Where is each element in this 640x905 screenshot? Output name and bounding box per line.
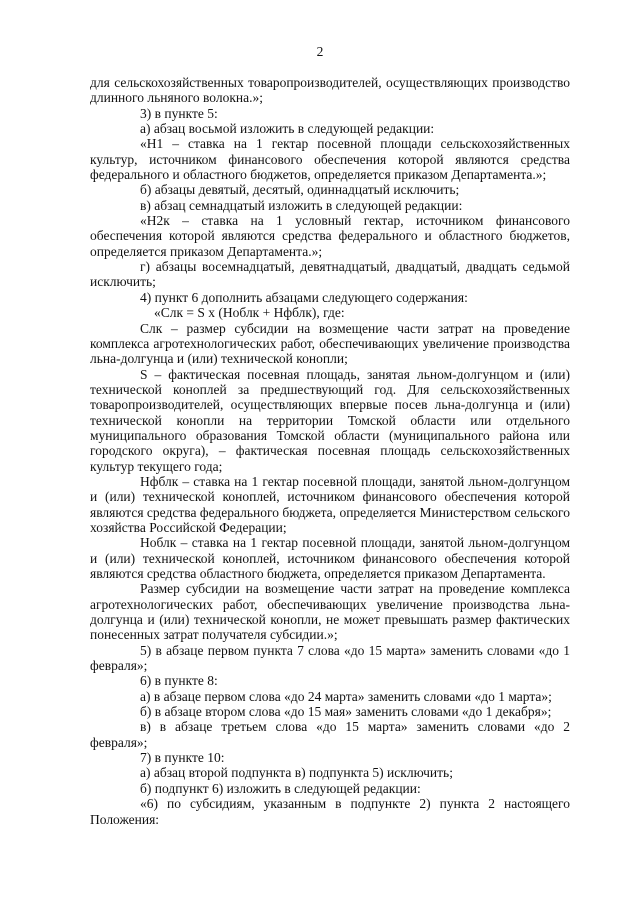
paragraph: 6) в пункте 8: — [140, 673, 218, 689]
page-number: 2 — [316, 44, 324, 59]
paragraph: Размер субсидии на возмещение части затрат на проведение комплекса агротехнологических работ, обеспечивающих увеличение производства льна-долгунца и (или) технической конопли, не может превышать размер фактических понесенных затрат получателя субсидии.»; — [90, 581, 570, 643]
paragraph: «Н1 – ставка на 1 гектар посевной площади сельскохозяйственных культур, источником финансового обеспечения которой являются средства федерального и областного бюджетов, определяется приказом Департамента.»; — [90, 136, 570, 183]
paragraph: S – фактическая посевная площадь, занятая льном-долгунцом и (или) технической коноплей за предшествующий год. Для сельскохозяйственных товаропроизводителей, осуществляющих впервые посев льна-долгунца и (или) технической конопли на территории Томской области или отдельного муниципального образования Томской области (муниципального района или городского округа), – фактическая посевная площадь сельскохозяйственных культур текущего года; — [90, 366, 570, 474]
paragraph: г) абзацы восемнадцатый, девятнадцатый, двадцатый, двадцать седьмой исключить; — [90, 259, 570, 290]
paragraph: 4) пункт 6 дополнить абзацами следующего содержания: — [140, 289, 468, 305]
paragraph: а) абзац восьмой изложить в следующей редакции: — [140, 121, 435, 137]
paragraph: «6) по субсидиям, указанным в подпункте 2) пункта 2 настоящего Положения: — [90, 796, 570, 827]
document-body — [90, 75, 570, 827]
paragraph: Ноблк – ставка на 1 гектар посевной площади, занятой льном-долгунцом и (или) технической коноплей, источником финансового обеспечения которой являются средства областного бюджета, определяется приказом Департамента. — [90, 535, 570, 581]
paragraph: б) в абзаце втором слова «до 15 мая» заменить словами «до 1 декабря»; — [140, 704, 552, 720]
paragraph: Нфблк – ставка на 1 гектар посевной площади, занятой льном-долгунцом и (или) технической коноплей, источником финансового обеспечения которой являются средства федерального бюджета, определяется Министерством сельского хозяйства Российской Федерации; — [90, 473, 570, 535]
paragraph: 7) в пункте 10: — [140, 750, 225, 766]
paragraph: б) абзацы девятый, десятый, одиннадцатый исключить; — [140, 182, 460, 198]
paragraph: в) абзац семнадцатый изложить в следующей редакции: — [140, 197, 463, 213]
paragraph: «Н2к – ставка на 1 условный гектар, источником финансового обеспечения которой являются средства федерального и областного бюджетов, определяется приказом Департамента.»; — [90, 213, 570, 259]
paragraph: 3) в пункте 5: — [140, 105, 218, 121]
paragraph: 5) в абзаце первом пункта 7 слова «до 15 марта» заменить словами «до 1 февраля»; — [90, 642, 570, 674]
formula: «Слк = S x (Ноблк + Нфблк), где: — [154, 305, 345, 321]
paragraph: Слк – размер субсидии на возмещение части затрат на проведение комплекса агротехнологических работ, обеспечивающих увеличение производства льна-долгунца и (или) технической конопли; — [90, 320, 570, 367]
paragraph: в) в абзаце третьем слова «до 15 марта» заменить словами «до 2 февраля»; — [90, 719, 570, 750]
paragraph: б) подпункт 6) изложить в следующей редакции: — [140, 780, 421, 796]
paragraph: а) в абзаце первом слова «до 24 марта» заменить словами «до 1 марта»; — [140, 688, 552, 704]
paragraph: а) абзац второй подпункта в) подпункта 5) исключить; — [140, 765, 453, 781]
paragraph: для сельскохозяйственных товаропроизводителей, осуществляющих производство длинного льняного волокна.»; — [90, 75, 570, 106]
